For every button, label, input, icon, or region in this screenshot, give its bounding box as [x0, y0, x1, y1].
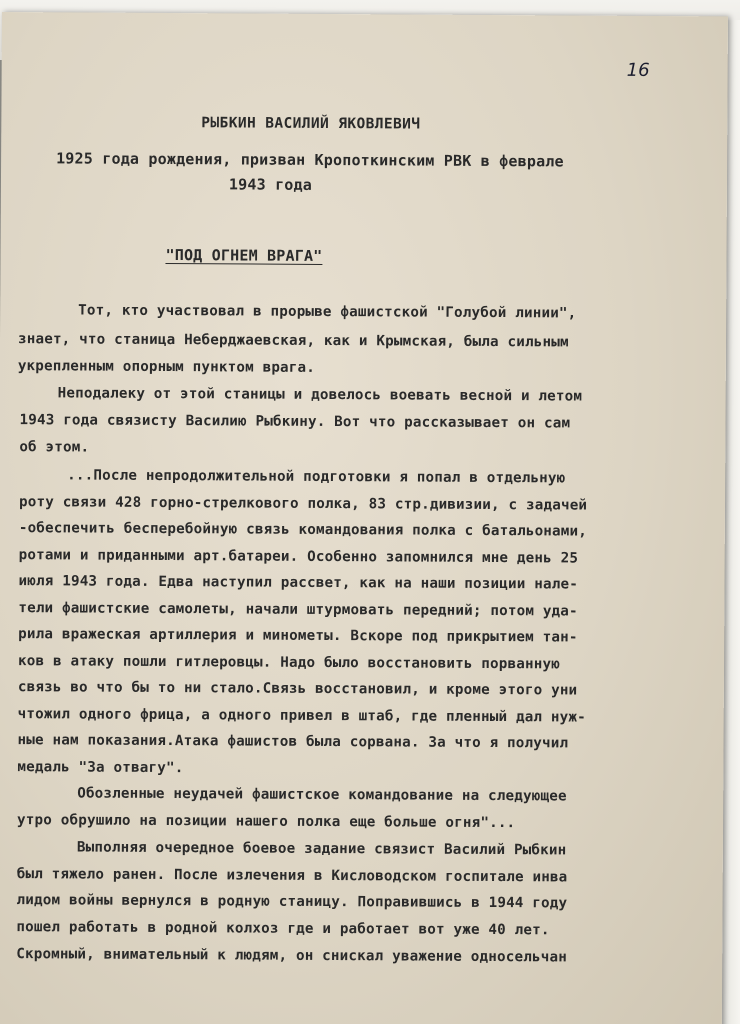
body-line: ...После непродолжительной подготовки я попал в отдельную	[67, 467, 566, 487]
typewritten-page	[0, 12, 728, 1024]
body-line: 1943 года связисту Василию Рыбкину. Вот что рассказывает он сам	[19, 412, 571, 432]
body-line: -обеспечить бесперебойную связь командования полка с батальонами,	[18, 520, 588, 540]
body-line: Скромный, внимательный к людям, он снискал уважение односельчан	[16, 946, 568, 966]
body-line: об этом.	[19, 439, 90, 456]
body-line: рила вражеская артиллерия и минометы. Вскоре под прикрытием тан-	[18, 626, 578, 646]
birth-conscription-line-cont: 1943 года	[228, 175, 313, 194]
body-line: пошел работать в родной колхоз где и работает вот уже 40 лет.	[16, 919, 550, 939]
body-line: тели фашистские самолеты, начали штурмовать передний; потом уда-	[18, 600, 578, 620]
body-line: знает, что станица Неберджаевская, как и Крымская, была сильным	[17, 331, 569, 351]
body-line: июля 1943 года. Едва наступил рассвет, как на наши позиции нале-	[18, 573, 579, 593]
person-name: РЫБКИН ВАСИЛИЙ ЯКОВЛЕВИЧ	[201, 115, 421, 133]
body-line: был тяжело ранен. После излечения в Кисловодском госпитале инва	[16, 866, 568, 886]
story-title: "ПОД ОГНЕМ ВРАГА"	[165, 246, 323, 265]
body-line: роту связи 428 горно-стрелкового полка, 83 стр.дивизии, с задачей	[18, 494, 588, 514]
page-number: 16	[626, 59, 650, 81]
body-line: лидом войны вернулся в родную станицу. Поправившись в 1944 году	[16, 892, 568, 912]
body-line: Неподалеку от этой станицы и довелось воевать весной и летом	[57, 385, 583, 405]
birth-conscription-line: 1925 года рождения, призван Кропоткинским РВК в феврале	[56, 149, 564, 171]
body-line: медаль "За отвагу".	[17, 759, 184, 777]
body-line: Тот, кто участвовал в прорыве фашистской "Голубой линии",	[78, 302, 577, 322]
body-line: ротами и приданными арт.батареи. Особенно запомнился мне день 25	[18, 547, 579, 567]
body-line: ков в атаку пошли гитлеровцы. Надо было восстановить порванную	[17, 653, 561, 673]
body-line: укрепленным опорным пунктом врага.	[17, 358, 316, 376]
body-line: Обозленные неудачей фашистское командование на следующее	[77, 785, 567, 805]
body-line: связь во что бы то ни стало.Связь восстановил, и кроме этого уни	[17, 679, 578, 699]
body-line: ные нам показания.Атака фашистов была сорвана. За что я получил	[17, 732, 569, 752]
body-line: чтожил одного фрица, а одного привел в штаб, где пленный дал нуж-	[17, 706, 586, 726]
body-line: утро обрушило на позиции нашего полка еще больше огня"...	[17, 812, 516, 832]
body-line: Выполняя очередное боевое задание связист Василий Рыбкин	[76, 839, 567, 859]
